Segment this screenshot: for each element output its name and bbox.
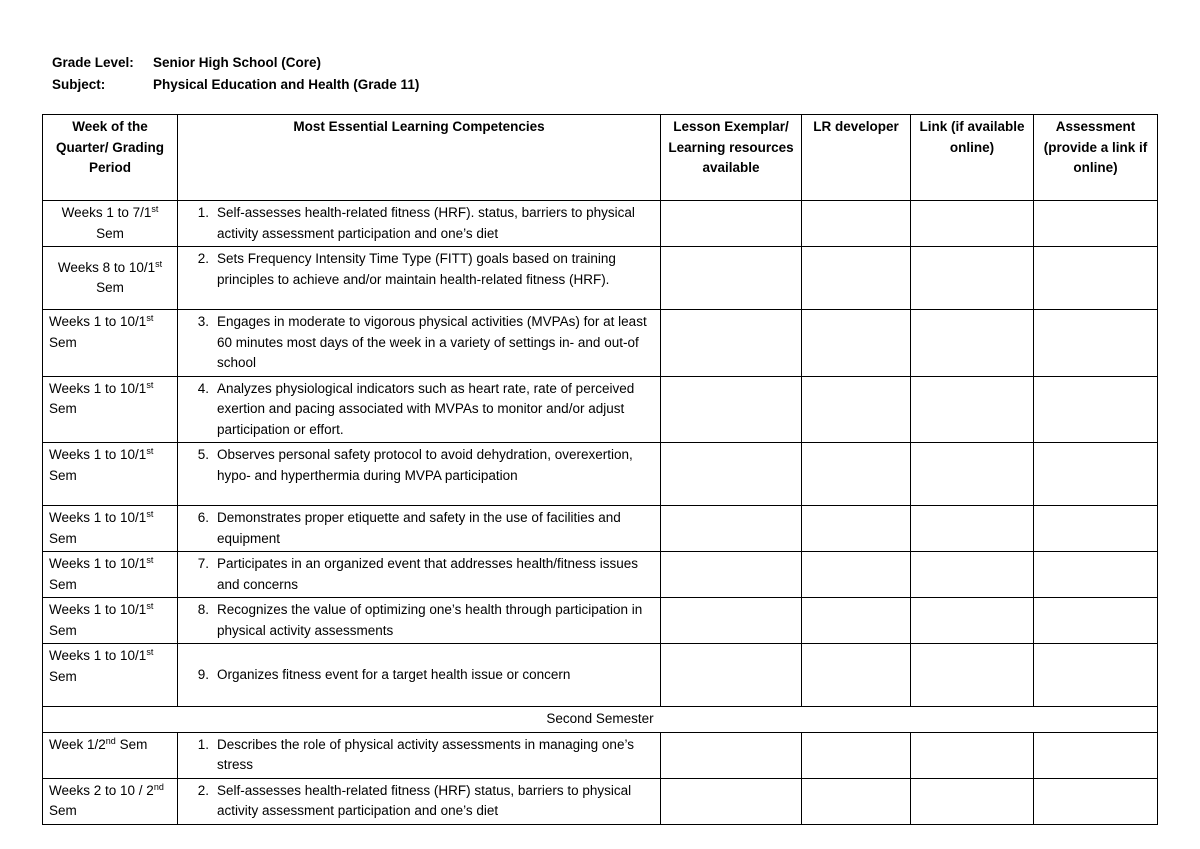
link-cell bbox=[911, 201, 1034, 247]
link-cell bbox=[911, 598, 1034, 644]
table-row bbox=[43, 644, 1158, 707]
lr-developer-cell bbox=[802, 247, 911, 310]
week-cell: Weeks 1 to 10/1st Sem bbox=[43, 552, 178, 598]
item-number: 6. bbox=[197, 510, 209, 525]
week-cell: Weeks 1 to 10/1st Sem bbox=[43, 310, 178, 377]
table-row bbox=[43, 732, 1158, 778]
competency-cell bbox=[178, 376, 661, 443]
subject-value: Physical Education and Health (Grade 11) bbox=[153, 77, 420, 92]
competency-text: Observes personal safety protocol to avoid dehydration, overexertion, hypo- and hyperthermia during MVPA participation bbox=[217, 447, 633, 483]
col-week-header: Week of the Quarter/ Grading Period bbox=[43, 115, 178, 201]
table-header-row bbox=[43, 115, 1158, 201]
link-cell bbox=[911, 732, 1034, 778]
link-cell bbox=[911, 552, 1034, 598]
lr-developer-cell bbox=[802, 732, 911, 778]
table-row bbox=[43, 552, 1158, 598]
assessment-cell bbox=[1034, 310, 1158, 377]
lesson-cell bbox=[661, 443, 802, 506]
lr-developer-cell bbox=[802, 310, 911, 377]
week-cell: Weeks 1 to 7/1st Sem bbox=[43, 201, 178, 247]
item-number: 5. bbox=[197, 447, 209, 462]
assessment-cell bbox=[1034, 376, 1158, 443]
table-row bbox=[43, 201, 1158, 247]
table-row bbox=[43, 506, 1158, 552]
item-number: 2. bbox=[197, 251, 209, 266]
link-cell bbox=[911, 778, 1034, 824]
link-cell bbox=[911, 506, 1034, 552]
competency-text: Participates in an organized event that addresses health/fitness issues and concerns bbox=[217, 556, 638, 592]
item-number: 4. bbox=[197, 380, 209, 396]
assessment-cell bbox=[1034, 778, 1158, 824]
competency-text: Engages in moderate to vigorous physical activities (MVPAs) for at least 60 minutes most days of the week in a variety of settings in- and out-of school bbox=[217, 314, 647, 370]
item-number: 3. bbox=[197, 314, 209, 329]
subject-label: Subject: bbox=[52, 77, 106, 92]
col-lr-developer-header: LR developer bbox=[802, 115, 911, 201]
col-competencies-header: Most Essential Learning Competencies bbox=[178, 115, 661, 201]
week-cell: Weeks 1 to 10/1st Sem bbox=[43, 598, 178, 644]
assessment-cell bbox=[1034, 732, 1158, 778]
item-number: 2. bbox=[197, 782, 209, 798]
competency-cell bbox=[178, 732, 661, 778]
lesson-cell bbox=[661, 247, 802, 310]
week-cell: Weeks 8 to 10/1st Sem bbox=[43, 247, 178, 310]
lr-developer-cell bbox=[802, 644, 911, 707]
competency-text: Self-assesses health-related fitness (HRF). status, barriers to physical activity assessment participation and one’s diet bbox=[217, 205, 635, 241]
lesson-cell bbox=[661, 376, 802, 443]
competency-cell bbox=[178, 310, 661, 377]
second-semester-heading: Second Semester bbox=[43, 707, 1158, 733]
competency-cell bbox=[178, 598, 661, 644]
week-cell: Weeks 1 to 10/1st Sem bbox=[43, 506, 178, 552]
competency-text: Describes the role of physical activity assessments in managing one’s stress bbox=[217, 736, 634, 772]
lesson-cell bbox=[661, 310, 802, 377]
item-number: 1. bbox=[197, 736, 209, 752]
col-link-header: Link (if available online) bbox=[911, 115, 1034, 201]
lr-developer-cell bbox=[802, 552, 911, 598]
link-cell bbox=[911, 247, 1034, 310]
grade-level-label: Grade Level: bbox=[52, 55, 134, 70]
competency-cell bbox=[178, 644, 661, 707]
assessment-cell bbox=[1034, 247, 1158, 310]
assessment-cell bbox=[1034, 598, 1158, 644]
competency-cell bbox=[178, 552, 661, 598]
assessment-cell bbox=[1034, 443, 1158, 506]
link-cell bbox=[911, 310, 1034, 377]
assessment-cell bbox=[1034, 506, 1158, 552]
lr-developer-cell bbox=[802, 201, 911, 247]
week-cell: Weeks 1 to 10/1st Sem bbox=[43, 443, 178, 506]
competency-cell bbox=[178, 201, 661, 247]
lesson-cell bbox=[661, 732, 802, 778]
grade-level-row bbox=[52, 52, 419, 74]
lr-developer-cell bbox=[802, 778, 911, 824]
item-number: 9. bbox=[197, 666, 209, 682]
competency-cell bbox=[178, 247, 661, 310]
second-semester-row bbox=[43, 707, 1158, 733]
lesson-cell bbox=[661, 778, 802, 824]
col-assessment-header: Assessment (provide a link if online) bbox=[1034, 115, 1158, 201]
lesson-cell bbox=[661, 552, 802, 598]
link-cell bbox=[911, 644, 1034, 707]
lesson-cell bbox=[661, 644, 802, 707]
lesson-cell bbox=[661, 598, 802, 644]
grade-level-value: Senior High School (Core) bbox=[153, 55, 322, 70]
competency-cell bbox=[178, 778, 661, 824]
col-lesson-header: Lesson Exemplar/ Learning resources available bbox=[661, 115, 802, 201]
week-cell: Weeks 1 to 10/1st Sem bbox=[43, 644, 178, 707]
table-row bbox=[43, 247, 1158, 310]
table-row bbox=[43, 443, 1158, 506]
competency-text: Recognizes the value of optimizing one’s health through participation in physical activity assessments bbox=[217, 602, 643, 638]
assessment-cell bbox=[1034, 201, 1158, 247]
competency-text: Sets Frequency Intensity Time Type (FITT) goals based on training principles to achieve and/or maintain health-related fitness (HRF). bbox=[217, 251, 616, 287]
item-number: 8. bbox=[197, 602, 209, 617]
table-row bbox=[43, 598, 1158, 644]
week-cell: Weeks 1 to 10/1st Sem bbox=[43, 376, 178, 443]
competency-cell bbox=[178, 443, 661, 506]
competency-text: Organizes fitness event for a target health issue or concern bbox=[217, 666, 571, 682]
lr-developer-cell bbox=[802, 598, 911, 644]
item-number: 7. bbox=[197, 556, 209, 571]
competencies-table bbox=[42, 114, 1158, 825]
link-cell bbox=[911, 443, 1034, 506]
week-cell: Weeks 2 to 10 / 2nd Sem bbox=[43, 778, 178, 824]
item-number: 1. bbox=[197, 205, 209, 220]
lesson-cell bbox=[661, 201, 802, 247]
table-row bbox=[43, 778, 1158, 824]
competency-text: Self-assesses health-related fitness (HRF) status, barriers to physical activity assessment participation and one’s diet bbox=[217, 782, 632, 818]
assessment-cell bbox=[1034, 552, 1158, 598]
competency-cell bbox=[178, 506, 661, 552]
subject-row bbox=[52, 74, 419, 96]
lr-developer-cell bbox=[802, 506, 911, 552]
week-cell: Week 1/2nd Sem bbox=[43, 732, 178, 778]
competency-text: Analyzes physiological indicators such as heart rate, rate of perceived exertion and pacing associated with MVPAs to monitor and/or adjust participation or effort. bbox=[217, 380, 635, 437]
table-row bbox=[43, 310, 1158, 377]
link-cell bbox=[911, 376, 1034, 443]
lr-developer-cell bbox=[802, 376, 911, 443]
lesson-cell bbox=[661, 506, 802, 552]
table-row bbox=[43, 376, 1158, 443]
competency-text: Demonstrates proper etiquette and safety in the use of facilities and equipment bbox=[217, 510, 621, 546]
document-header bbox=[52, 52, 419, 96]
assessment-cell bbox=[1034, 644, 1158, 707]
lr-developer-cell bbox=[802, 443, 911, 506]
